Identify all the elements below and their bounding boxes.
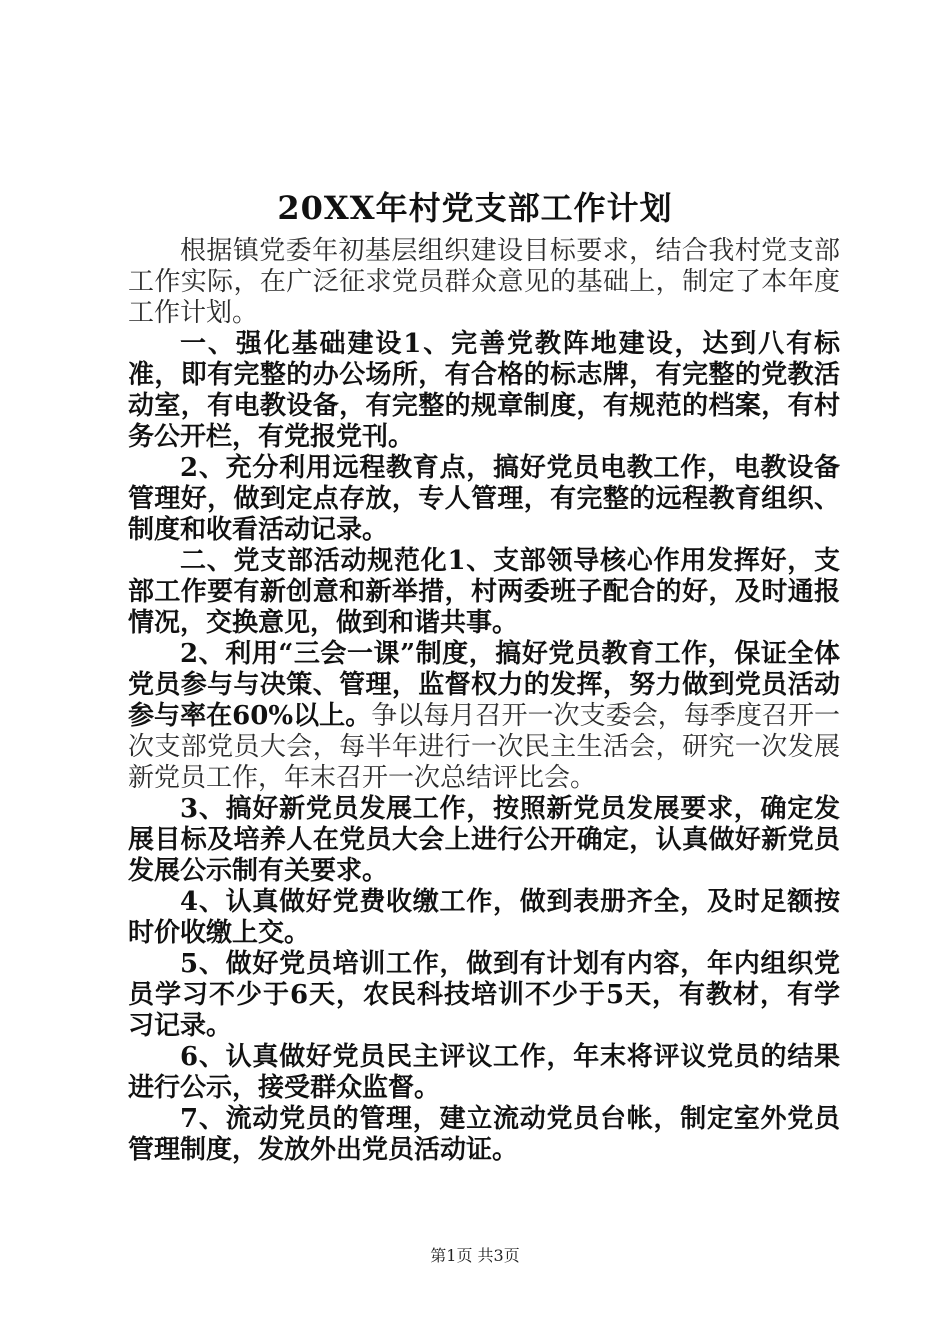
paragraph-section-2-item-6: 6、认真做好党员民主评议工作，年末将评议党员的结果进行公示，接受群众监督。	[128, 1042, 840, 1103]
page-footer: 第1页 共3页	[430, 1246, 520, 1265]
paragraph-intro: 根据镇党委年初基层组织建设目标要求，结合我村党支部工作实际，在广泛征求党员群众意见的基础上，制定了本年度工作计划。	[128, 236, 840, 328]
paragraph-section-2: 二、党支部活动规范化1、支部领导核心作用发挥好，支部工作要有新创意和新举措，村两委班子配合的好，及时通报情况，交换意见，做到和谐共事。	[128, 546, 840, 638]
paragraph-section-2-item-3: 3、搞好新党员发展工作，按照新党员发展要求，确定发展目标及培养人在党员大会上进行公开确定，认真做好新党员发展公示制有关要求。	[128, 794, 840, 886]
paragraph-section-1: 一、强化基础建设1、完善党教阵地建设，达到八有标准，即有完整的办公场所，有合格的标志牌，有完整的党教活动室，有电教设备，有完整的规章制度，有规范的档案，有村务公开栏，有党报党刊。	[128, 329, 840, 452]
paragraph-section-2-item-4: 4、认真做好党费收缴工作，做到表册齐全，及时足额按时价收缴上交。	[128, 887, 840, 948]
document-title: 20XX年村党支部工作计划	[277, 189, 673, 227]
paragraph-section-2-item-2-main: 2、利用“三会一课”制度，搞好党员教育工作，保证全体党员参与与决策、管理，监督权力的发挥，努力做到党员活动参与率在60%以上。	[128, 639, 840, 731]
paragraph-section-2-item-5: 5、做好党员培训工作，做到有计划有内容，年内组织党员学习不少于6天，农民科技培训不少于5天，有教材，有学习记录。	[128, 949, 840, 1041]
paragraph-section-2-item-2-tail: 争以每月召开一次支委会，每季度召开一次支部党员大会，每半年进行一次民主生活会，研究一次发展新党员工作，年末召开一次总结评比会。	[128, 701, 840, 793]
paragraph-section-1-item-2: 2、充分利用远程教育点，搞好党员电教工作，电教设备管理好，做到定点存放，专人管理，有完整的远程教育组织、制度和收看活动记录。	[128, 453, 840, 545]
paragraph-section-2-item-2	[128, 639, 840, 794]
document-body	[128, 236, 840, 1166]
paragraph-section-2-item-7: 7、流动党员的管理，建立流动党员台帐，制定室外党员管理制度，发放外出党员活动证。	[128, 1104, 840, 1165]
